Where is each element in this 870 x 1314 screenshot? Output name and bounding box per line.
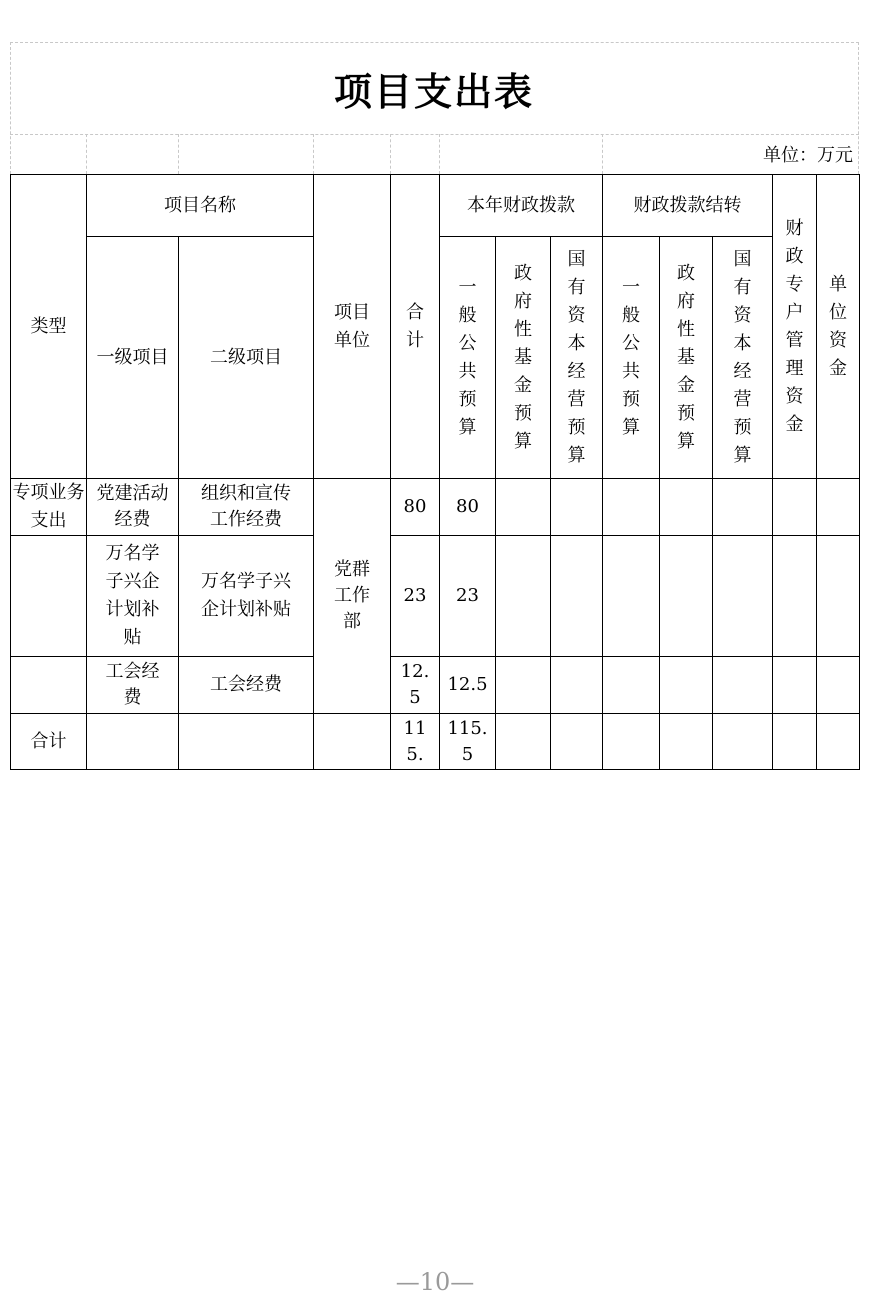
header-carryover-general-public-budget [603, 237, 660, 479]
row-cell [551, 536, 603, 657]
row-level2 [179, 479, 314, 536]
row-cell [603, 657, 660, 714]
row-cell [179, 714, 314, 770]
header-government-fund-budget [496, 237, 551, 479]
guide-line-col [313, 134, 314, 174]
row-level2: 工会经费 [179, 657, 314, 714]
header-level2: 二级项目 [179, 237, 314, 479]
header-special-account-funds-text: 财政专户管理资金 [785, 217, 804, 435]
row-cell [817, 657, 860, 714]
page-title: 项目支出表 [333, 68, 534, 114]
row-level2-text: 万名学子兴企计划补贴 [200, 571, 291, 620]
row-cell [773, 479, 817, 536]
row-type [11, 479, 87, 536]
row-general-public-budget: 23 [440, 536, 496, 657]
expenditure-table [10, 174, 860, 770]
header-project-unit-text: 项目单位 [333, 301, 370, 351]
header-unit-funds-text: 单位资金 [829, 273, 848, 379]
total-row-general-public-budget [440, 714, 496, 770]
row-cell [603, 479, 660, 536]
row-cell [660, 536, 713, 657]
row-cell [773, 657, 817, 714]
row-type [11, 657, 87, 714]
row-type [11, 536, 87, 657]
row-cell [713, 714, 773, 770]
header-type: 类型 [11, 175, 87, 479]
row-total: 23 [391, 536, 440, 657]
table-row [11, 536, 860, 657]
header-general-public-budget-text: 一般公共预算 [458, 276, 477, 438]
row-cell [817, 479, 860, 536]
header-carryover-state-capital-budget-text: 国有资本经营预算 [733, 248, 752, 466]
row-cell [773, 536, 817, 657]
row-cell [496, 479, 551, 536]
header-general-public-budget [440, 237, 496, 479]
header-level1 [87, 237, 179, 479]
row-level1-text: 万名学子兴企计划补贴 [105, 543, 160, 648]
row-cell [603, 536, 660, 657]
row-level1 [87, 536, 179, 657]
unit-label: 单位：万元 [763, 145, 853, 166]
header-current-year-allocation: 本年财政拨款 [440, 175, 603, 237]
header-state-capital-budget-text: 国有资本经营预算 [567, 248, 586, 466]
total-row-total [391, 714, 440, 770]
row-level2-text: 组织和宣传工作经费 [200, 483, 291, 530]
row-cell [660, 657, 713, 714]
row-level1 [87, 479, 179, 536]
row-cell [496, 536, 551, 657]
table-row [11, 657, 860, 714]
row-general-public-budget: 80 [440, 479, 496, 536]
guide-line-col [390, 134, 391, 174]
header-total [391, 175, 440, 479]
header-carryover-state-capital-budget [713, 237, 773, 479]
row-cell [87, 714, 179, 770]
row-cell [817, 714, 860, 770]
header-government-fund-budget-text: 政府性基金预算 [513, 262, 532, 452]
row-level2 [179, 536, 314, 657]
header-unit-funds [817, 175, 860, 479]
row-cell [713, 657, 773, 714]
row-cell [551, 479, 603, 536]
row-total: 80 [391, 479, 440, 536]
total-row-total-text: 115. [403, 717, 427, 765]
row-cell [817, 536, 860, 657]
header-total-text: 合计 [405, 301, 424, 351]
header-allocation-carryover: 财政拨款结转 [603, 175, 773, 237]
header-state-capital-budget [551, 237, 603, 479]
guide-line-col [178, 134, 179, 174]
row-cell [551, 657, 603, 714]
row-cell [314, 714, 391, 770]
table-row [11, 479, 860, 536]
row-project-unit-text: 党群工作部 [333, 559, 370, 632]
row-cell [660, 714, 713, 770]
row-cell [773, 714, 817, 770]
total-row [11, 714, 860, 770]
row-level1-text: 工会经费 [105, 661, 160, 708]
header-project-name: 项目名称 [87, 175, 314, 237]
guide-line-col [439, 134, 440, 174]
header-special-account-funds [773, 175, 817, 479]
guide-line-right [858, 42, 859, 174]
row-cell [496, 714, 551, 770]
header-carryover-government-fund-budget-text: 政府性基金预算 [677, 262, 695, 452]
row-cell [603, 714, 660, 770]
total-row-label: 合计 [11, 714, 87, 770]
header-carryover-general-public-budget-text: 一般公共预算 [622, 276, 640, 438]
row-cell [713, 536, 773, 657]
row-project-unit [314, 479, 391, 714]
row-cell [713, 479, 773, 536]
guide-line-col [86, 134, 87, 174]
header-level1-text: 一级项目 [96, 346, 169, 368]
row-total-text: 12.5 [400, 661, 430, 708]
row-cell [496, 657, 551, 714]
header-carryover-government-fund-budget [660, 237, 713, 479]
row-type-text: 专项业务支出 [12, 482, 85, 531]
row-level1-text: 党建活动经费 [96, 483, 169, 530]
row-cell [660, 479, 713, 536]
row-cell [551, 714, 603, 770]
row-general-public-budget-text: 12.5 [447, 674, 488, 695]
header-row-1 [11, 175, 860, 237]
row-level1 [87, 657, 179, 714]
row-total [391, 657, 440, 714]
header-project-unit [314, 175, 391, 479]
page-number: —10— [395, 1268, 475, 1296]
total-row-general-public-budget-text: 115.5 [447, 717, 488, 765]
row-general-public-budget [440, 657, 496, 714]
